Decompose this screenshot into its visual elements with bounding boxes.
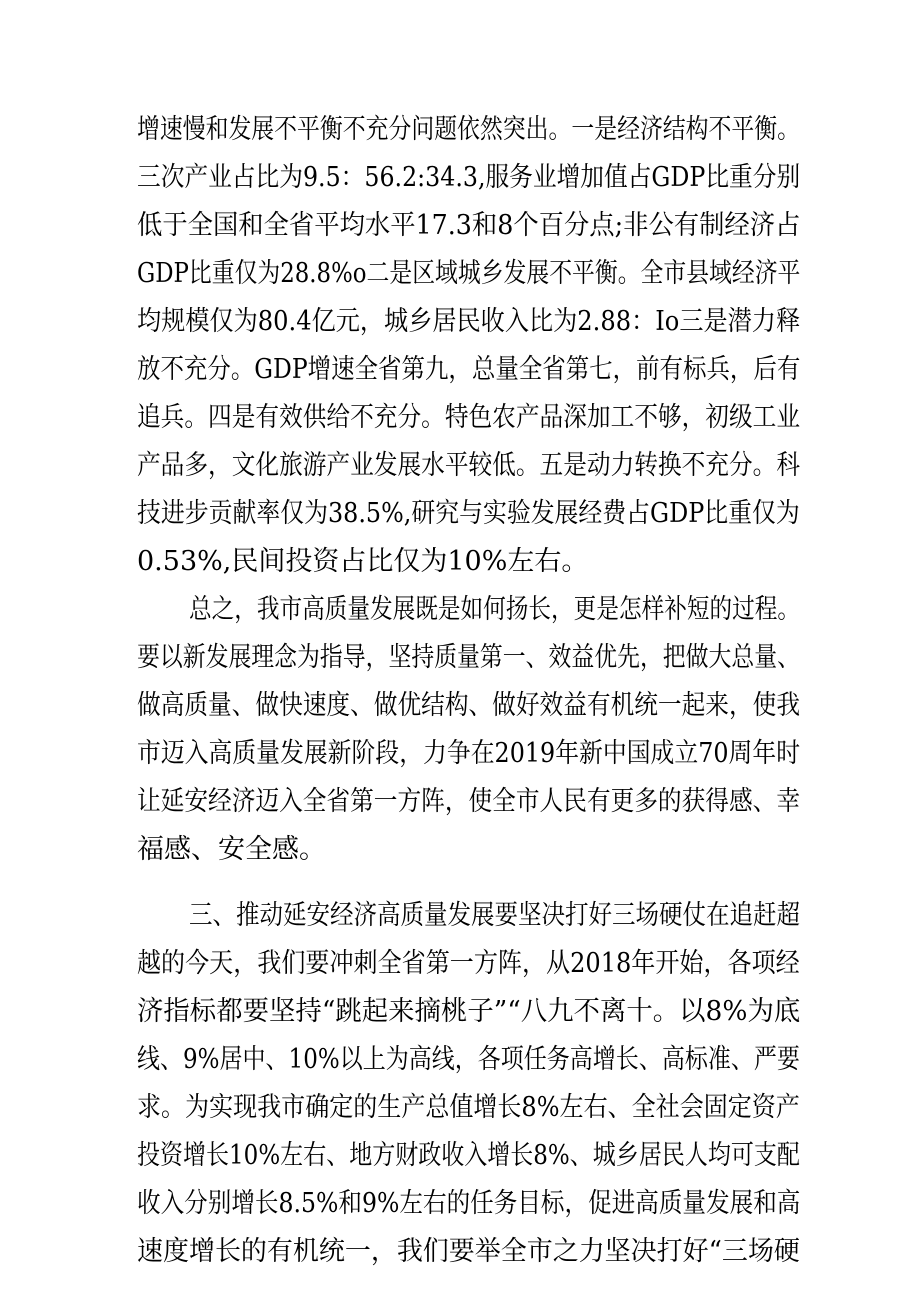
text-line: 投资增长10%左右、地方财政收入增长8%、城乡居民人均可支配 (137, 1140, 800, 1171)
text-line: 低于全国和全省平均水平17.3和8个百分点;非公有制经济占 (137, 210, 801, 241)
text-line: 技进步贡献率仅为38.5%,研究与实验发展经费占GDP比重仅为 (137, 498, 800, 529)
text-line: 均规模仅为80.4亿元，城乡居民收入比为2.88：Io三是潜力释 (137, 306, 801, 337)
text-line: 让延安经济迈入全省第一方阵，使全市人民有更多的获得感、幸 (137, 786, 801, 817)
text-line: 越的今天，我们要冲刺全省第一方阵，从2018年开始，各项经 (137, 948, 800, 979)
text-line: 产品多，文化旅游产业发展水平较低。五是动力转换不充分。科 (137, 450, 801, 481)
text-line: 增速慢和发展不平衡不充分问题依然突出。一是经济结构不平衡。 (137, 114, 800, 145)
text-line: 线、9%居中、10%以上为高线，各项任务高增长、高标准、严要 (137, 1044, 800, 1075)
text-line: 市迈入高质量发展新阶段，力争在2019年新中国成立70周年时 (137, 738, 801, 769)
text-line: 0.53%,民间投资占比仅为10%左右。 (137, 546, 589, 577)
text-line: 速度增长的有机统一，我们要举全市之力坚决打好“三场硬 (137, 1236, 800, 1267)
text-line: 收入分别增长8.5%和9%左右的任务目标，促进高质量发展和高 (137, 1188, 801, 1219)
text-line: GDP比重仅为28.8%o二是区域城乡发展不平衡。全市县域经济平 (137, 258, 801, 289)
text-line: 求。为实现我市确定的生产总值增长8%左右、全社会固定资产 (137, 1092, 800, 1123)
text-line: 济指标都要坚持“跳起来摘桃子”“八九不离十。以8%为底 (137, 996, 801, 1027)
text-line: 要以新发展理念为指导，坚持质量第一、效益优先，把做大总量、 (137, 642, 800, 673)
text-line: 三、推动延安经济高质量发展要坚决打好三场硬仗在追赶超 (189, 900, 801, 931)
text-line: 追兵。四是有效供给不充分。特色农产品深加工不够，初级工业 (137, 402, 801, 433)
text-line: 三次产业占比为9.5：56.2:34.3,服务业增加值占GDP比重分别 (137, 162, 801, 193)
text-line: 总之，我市高质量发展既是如何扬长，更是怎样补短的过程。 (189, 594, 800, 625)
text-line: 福感、安全感。 (137, 834, 326, 865)
text-line: 做高质量、做快速度、做优结构、做好效益有机统一起来，使我 (137, 690, 801, 721)
text-line: 放不充分。GDP增速全省第九，总量全省第七，前有标兵，后有 (137, 354, 801, 385)
